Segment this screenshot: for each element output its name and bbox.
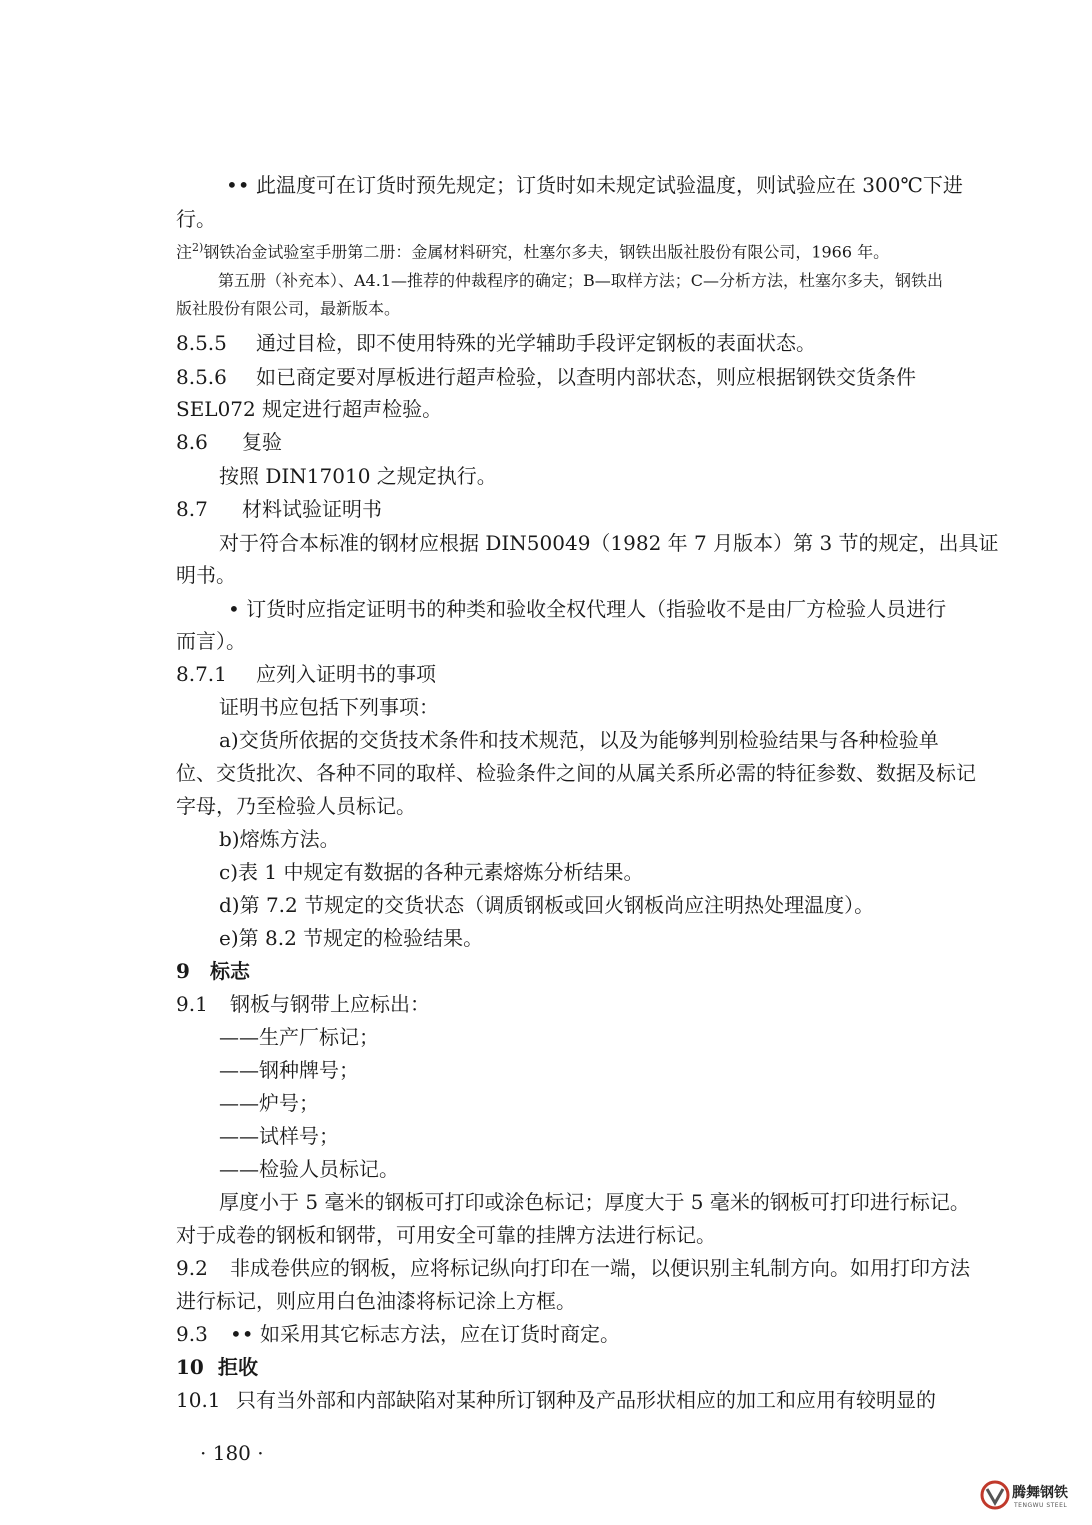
list-item: e)第 8.2 节规定的检验结果。 [219,926,484,950]
text-line: 位、交货批次、各种不同的取样、检验条件之间的从属关系所必需的特征参数、数据及标记 [176,761,976,785]
section-8-6 [176,429,282,455]
section-number: 10.1 [176,1388,221,1412]
section-number: 9.1 [176,992,208,1016]
section-title: 应列入证明书的事项 [256,662,436,686]
dash-item: ——试样号； [219,1124,339,1148]
footnote: 版社股份有限公司，最新版本。 [176,299,401,318]
logo-subtext: TENGWU STEEL [1014,1502,1068,1509]
footnote: 第五册（补充本）、A4.1—推荐的仲裁程序的确定；B—取样方法；C—分析方法，杜塞尔多夫，钢铁出 [218,271,944,290]
section-number: 8.5.5 [176,331,227,355]
text-line: 证明书应包括下列事项： [219,695,439,719]
section-number: 9.3 [176,1322,208,1346]
list-item: d)第 7.2 节规定的交货状态（调质钢板或回火钢板尚应注明热处理温度）。 [219,893,875,917]
footnote [176,237,889,263]
section-number: 8.7.1 [176,662,227,686]
section-number: 10 [176,1355,204,1379]
section-text: 非成卷供应的钢板，应将标记纵向打印在一端，以便识别主轧制方向。如用打印方法 [230,1256,970,1280]
section-text: 如已商定要对厚板进行超声检验，以查明内部状态，则应根据钢铁交货条件 [256,365,916,389]
section-number: 8.5.6 [176,365,227,389]
footnote-label: 注 [176,242,193,262]
section-number: 9.2 [176,1256,208,1280]
page-number: · 180 · [200,1441,264,1465]
section-title: 材料试验证明书 [242,497,382,521]
section-text: 通过目检，即不使用特殊的光学辅助手段评定钢板的表面状态。 [256,331,816,355]
section-8-5-5 [176,330,816,356]
section-title: 复验 [242,430,282,454]
text-line: 对于符合本标准的钢材应根据 DIN50049（1982 年 7 月版本）第 3 节的规定，出具证 [219,531,999,555]
section-number: 8.6 [176,430,208,454]
list-item: a)交货所依据的交货技术条件和技术规范，以及为能够判别检验结果与各种检验单 [219,728,939,752]
logo-mark-icon [980,1480,1010,1510]
text-line: •• 此温度可在订货时预先规定；订货时如未规定试验温度，则试验应在 300℃下进 [226,173,963,197]
publisher-logo [980,1478,1086,1518]
section-title: 拒收 [218,1355,258,1379]
section-10-1 [176,1387,936,1413]
text-line: 厚度小于 5 毫米的钢板可打印或涂色标记；厚度大于 5 毫米的钢板可打印进行标记。 [219,1190,970,1214]
footnote-text: 钢铁冶金试验室手册第二册：金属材料研究，杜塞尔多夫，钢铁出版社股份有限公司，1966 年。 [203,242,890,262]
section-9 [176,958,250,984]
section-number: 9 [176,959,190,983]
section-title: 标志 [210,959,250,983]
text-line: 进行标记，则应用白色油漆将标记涂上方框。 [176,1289,576,1313]
section-9-1 [176,991,430,1017]
footnote-mark: 2) [192,241,204,254]
section-8-7-1 [176,661,436,687]
list-item: c)表 1 中规定有数据的各种元素熔炼分析结果。 [219,860,644,884]
text-line: SEL072 规定进行超声检验。 [176,397,443,421]
section-text: 钢板与钢带上应标出： [230,992,430,1016]
section-text: 只有当外部和内部缺陷对某种所订钢种及产品形状相应的加工和应用有较明显的 [236,1388,936,1412]
text-line: 按照 DIN17010 之规定执行。 [219,464,497,488]
dash-item: ——生产厂标记； [219,1025,379,1049]
text-line: 字母，乃至检验人员标记。 [176,794,416,818]
section-9-3 [176,1321,620,1347]
logo-text: 腾舞钢铁 [1012,1485,1068,1501]
dash-item: ——钢种牌号； [219,1058,359,1082]
list-item: b)熔炼方法。 [219,827,340,851]
text-line: 明书。 [176,563,236,587]
text-line: 而言）。 [176,629,246,653]
text-line: 行。 [176,207,216,231]
section-8-5-6 [176,364,916,390]
text-line: 对于成卷的钢板和钢带，可用安全可靠的挂牌方法进行标记。 [176,1223,716,1247]
section-9-2 [176,1255,970,1281]
text-line: • 订货时应指定证明书的种类和验收全权代理人（指验收不是由厂方检验人员进行 [228,597,947,621]
dash-item: ——炉号； [219,1091,319,1115]
dash-item: ——检验人员标记。 [219,1157,399,1181]
section-number: 8.7 [176,497,208,521]
section-8-7 [176,496,382,522]
section-10 [176,1354,258,1380]
section-text: •• 如采用其它标志方法，应在订货时商定。 [230,1322,620,1346]
